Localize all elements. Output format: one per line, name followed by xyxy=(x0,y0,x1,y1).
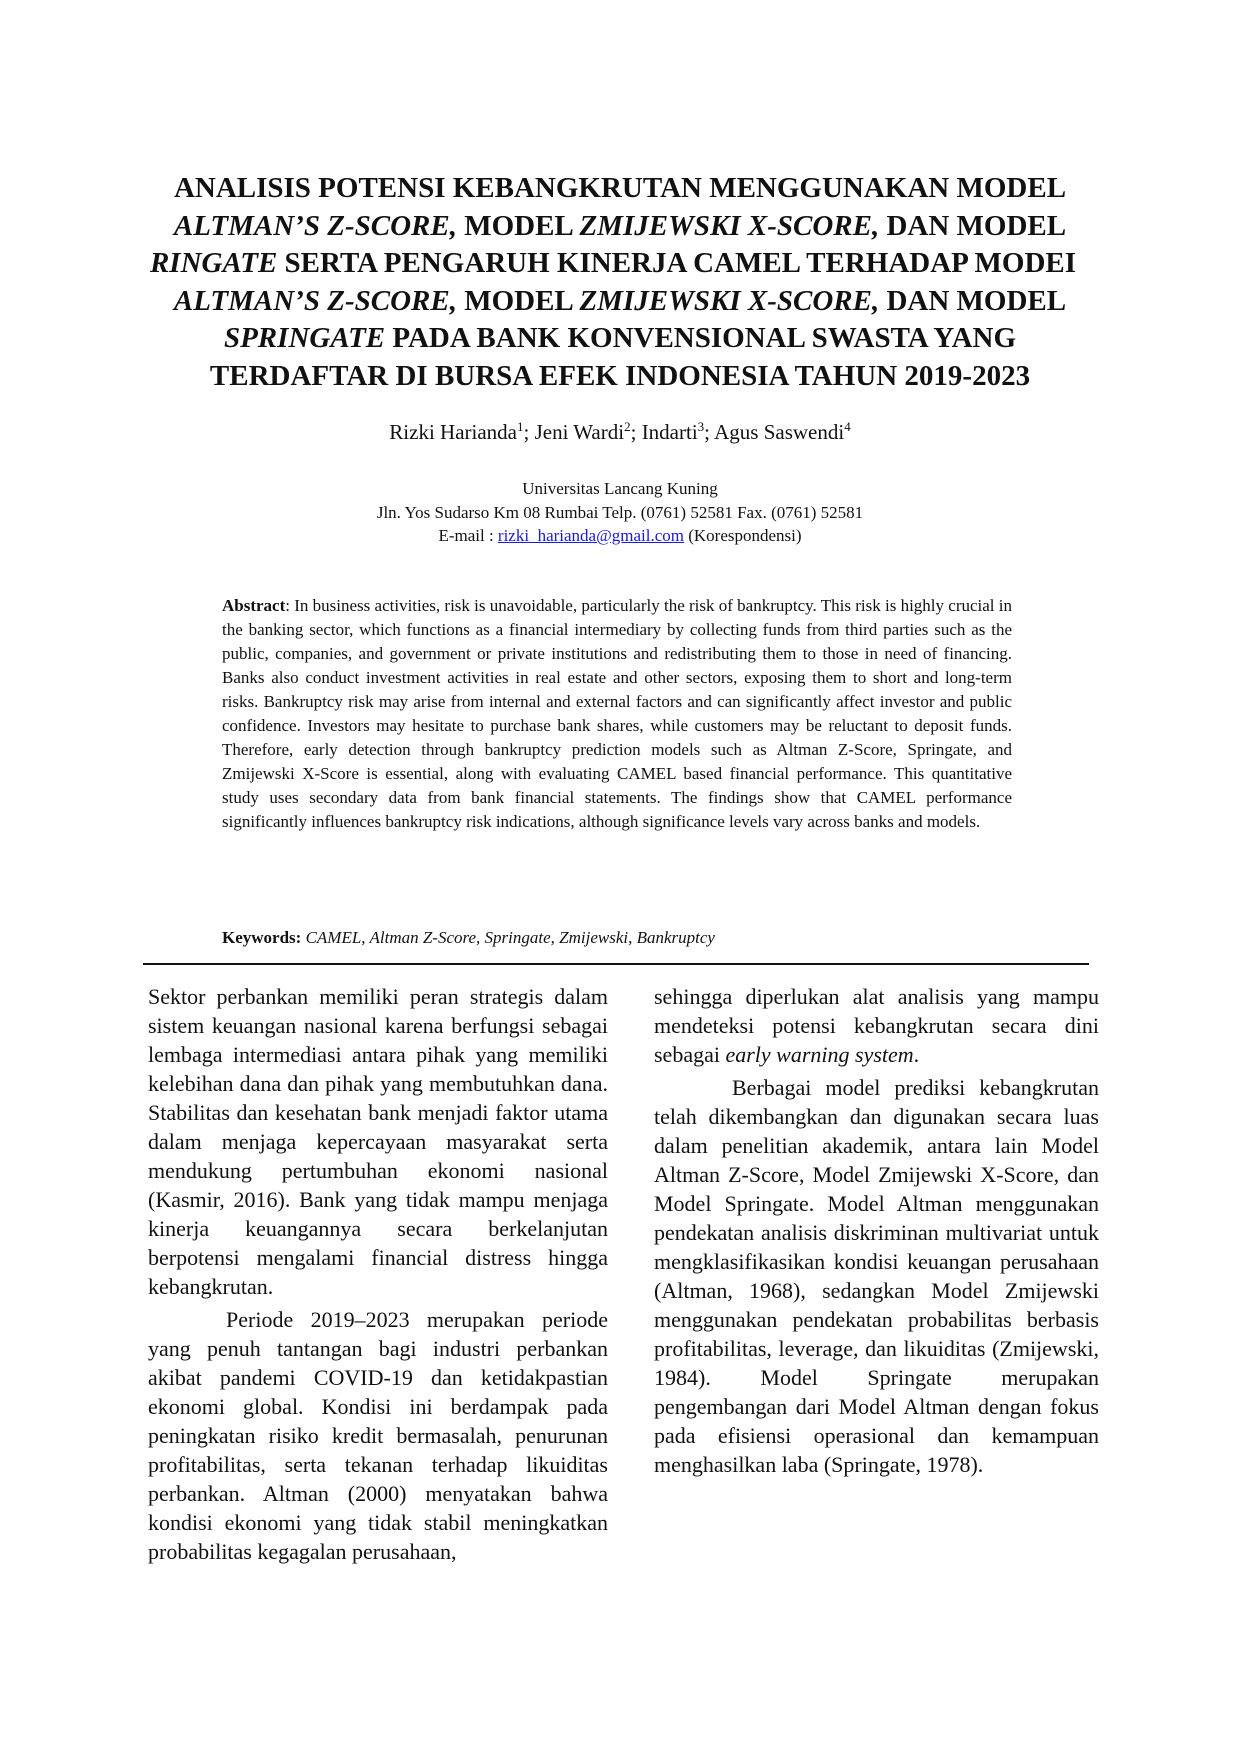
author-affiliation-mark: 1 xyxy=(517,419,524,434)
author-list xyxy=(0,420,1240,445)
title-text: MODEL xyxy=(456,209,580,242)
email-label: E-mail : xyxy=(438,526,498,545)
title-text: SPRINGATE xyxy=(223,322,386,354)
title-line-5 xyxy=(130,320,1110,358)
body-text: . xyxy=(913,1042,920,1067)
author-affiliation-mark: 4 xyxy=(844,419,851,434)
title-text: ZMIJEWSKI X-SCORE, xyxy=(579,209,880,242)
affiliation-block xyxy=(0,477,1240,548)
title-text: RINGATE xyxy=(149,247,278,279)
title-text: DAN MODEL xyxy=(879,209,1067,242)
author-name: Agus Saswendi xyxy=(714,420,845,444)
abstract xyxy=(222,594,1012,834)
body-text-italic: early warning system xyxy=(725,1042,914,1067)
abstract-text: : In business activities, risk is unavoidable, particularly the risk of bankruptcy. This risk is highly crucial in the banking sector, which functions as a financial intermediary by collecting funds from third parties such as the public, companies, and government or private institutions and redistributing them to those in need of financing. Banks also conduct investment activities in real estate and other sectors, exposing them to short and long-term risks. Bankruptcy risk may arise from internal and external factors and can significantly affect investor and public confidence. Investors may hesitate to purchase bank shares, while customers may be reluctant to deposit funds. Therefore, early detection through bankruptcy prediction models such as Altman Z-Score, Springate, and Zmijewski X-Score is essential, along with evaluating CAMEL based financial performance. This quantitative study uses secondary data from bank financial statements. The findings show that CAMEL performance significantly influences bankruptcy risk indications, although significance levels vary across banks and models. xyxy=(222,596,1012,831)
body-paragraph: Berbagai model prediksi kebangkrutan telah dikembangkan dan digunakan secara luas dalam penelitian akademik, antara lain Model Altman Z-Score, Model Zmijewski X-Score, dan Model Springate. Model Altman menggunakan pendekatan analisis diskriminan multivariat untuk mengklasifikasikan kondisi keuangan perusahaan (Altman, 1968), sedangkan Model Zmijewski menggunakan pendekatan probabilitas berbasis profitabilitas, leverage, dan likuiditas (Zmijewski, 1984). Model Springate merupakan pengembangan dari Model Altman dengan fokus pada efisiensi operasional dan kemampuan menghasilkan laba (Springate, 1978). xyxy=(654,1075,1099,1477)
author-name: Rizki Harianda xyxy=(389,420,517,444)
abstract-label: Abstract xyxy=(222,596,286,615)
email-line xyxy=(0,524,1240,548)
title-text: SERTA PENGARUH KINERJA CAMEL TERHADAP MODEI xyxy=(277,247,1077,279)
body-paragraph xyxy=(654,982,1099,1069)
title-line-3 xyxy=(116,245,1110,283)
title-text: PADA BANK KONVENSIONAL SWASTA YANG xyxy=(385,322,1017,354)
body-paragraph: Sektor perbankan memiliki peran strategis dalam sistem keuangan nasional karena berfungsi sebagai lembaga intermediasi antara pihak yang memiliki kelebihan dana dan pihak yang membutuhkan dana. Stabilitas dan kesehatan bank menjadi faktor utama dalam menjaga kepercayaan masyarakat serta mendukung pertumbuhan ekonomi nasional (Kasmir, 2016). Bank yang tidak mampu menjaga kinerja keuangannya secara berkelanjutan berpotensi mengalami financial distress hingga kebangkrutan. xyxy=(148,984,608,1299)
address-line: Jln. Yos Sudarso Km 08 Rumbai Telp. (0761) 52581 Fax. (0761) 52581 xyxy=(376,502,864,522)
title-text: ZMIJEWSKI X-SCORE, xyxy=(579,284,880,317)
body-paragraph: Periode 2019–2023 merupakan periode yang penuh tantangan bagi industri perbankan akibat pandemi COVID-19 dan ketidakpastian ekonomi global. Kondisi ini berdampak pada peningkatan risiko kredit bermasalah, penurunan profitabilitas, serta tekanan terhadap likuiditas perbankan. Altman (2000) menyatakan bahwa kondisi ekonomi yang tidak stabil meningkatkan probabilitas kegagalan perusahaan, xyxy=(148,1307,608,1564)
title-line-4 xyxy=(130,283,1110,321)
author-separator: ; xyxy=(630,420,642,444)
title-text: MODEL xyxy=(456,284,580,317)
email-link[interactable]: rizki_harianda@gmail.com xyxy=(497,526,684,545)
title-line-1: ANALISIS POTENSI KEBANGKRUTAN MENGGUNAKAN MODEL xyxy=(173,172,1067,204)
title-text: DAN MODEL xyxy=(879,284,1067,317)
section-divider xyxy=(143,963,1089,965)
body-column-right xyxy=(654,982,1099,1479)
body-text: sehingga diperlukan alat analisis yang mampu mendeteksi potensi kebangkrutan secara dini sebagai xyxy=(654,984,1099,1067)
body-column-left xyxy=(148,982,608,1566)
university-name: Universitas Lancang Kuning xyxy=(522,479,718,498)
keywords xyxy=(222,928,1012,948)
keywords-text: CAMEL, Altman Z-Score, Springate, Zmijewski, Bankruptcy xyxy=(301,928,715,947)
author-name: Jeni Wardi xyxy=(534,420,625,444)
title-line-6: TERDAFTAR DI BURSA EFEK INDONESIA TAHUN 2019-2023 xyxy=(209,359,1031,392)
paper-title xyxy=(130,170,1110,395)
keywords-label: Keywords: xyxy=(222,928,302,947)
author-separator: ; xyxy=(523,420,535,444)
author-name: Indarti xyxy=(641,420,698,444)
author-affiliation-mark: 2 xyxy=(624,419,631,434)
title-text: ALTMAN’S Z-SCORE, xyxy=(173,209,457,242)
title-text: ALTMAN’S Z-SCORE, xyxy=(173,284,457,317)
email-note: (Korespondensi) xyxy=(683,526,802,545)
author-affiliation-mark: 3 xyxy=(697,419,705,434)
title-line-2 xyxy=(130,208,1110,246)
author-separator: ; xyxy=(704,420,715,444)
